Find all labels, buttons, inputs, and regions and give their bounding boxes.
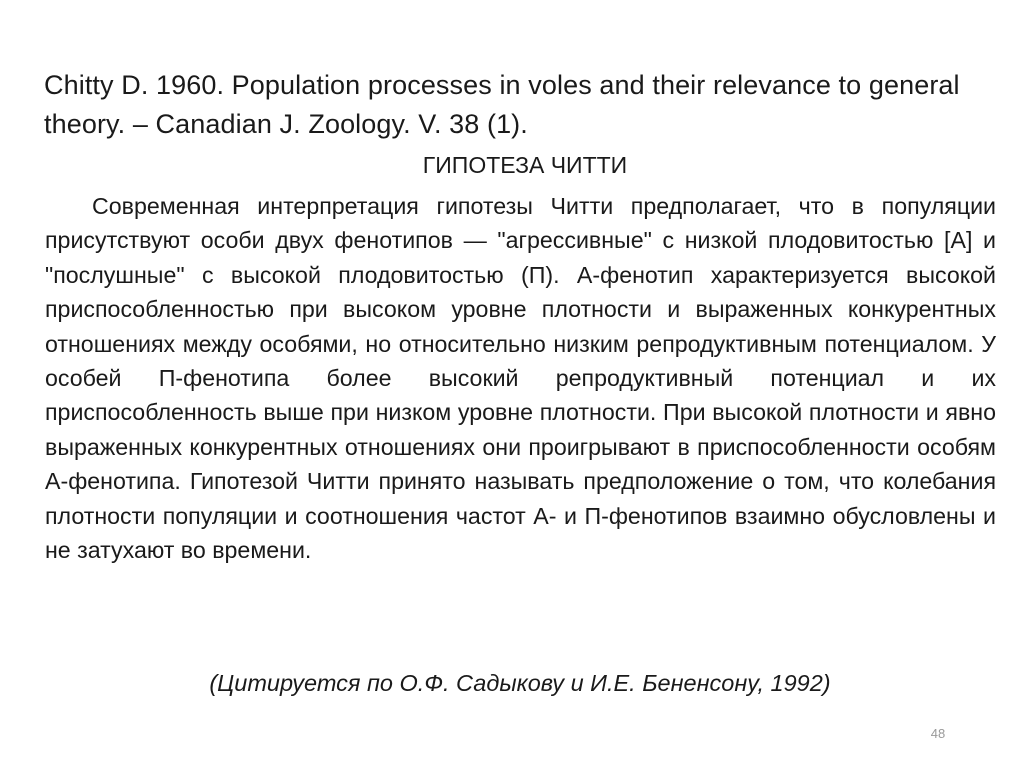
quote-source: (Цитируется по О.Ф. Садыкову и И.Е. Бененсону, 1992)	[209, 670, 831, 696]
slide-heading: ГИПОТЕЗА ЧИТТИ	[422, 152, 628, 178]
page-number: 48	[930, 726, 946, 741]
body-paragraph: Современная интерпретация гипотезы Читти предполагает, что в популяции присутствуют особи двух фенотипов — "агрессивные" с низкой плодовитостью [А] и "послушные" с высокой плодовитостью (П). А-фенотип характеризуется высокой приспособленностью при высоком уровне плотности и выраженных конкурентных отношениях между особями, но относительно низким репродуктивным потенциалом. У особей П-фенотипа более высокий репродуктивный потенциал и их приспособленность выше при низком уровне плотности. При высокой плотности и явно выраженных конкурентных отношениях они проигрывают в приспособленности особям А-фенотипа. Гипотезой Читти принято называть предположение о том, что колебания плотности популяции и соотношения частот А- и П-фенотипов взаимно обусловлены и не затухают во времени.	[45, 193, 996, 564]
reference-citation: Chitty D. 1960. Population processes in voles and their relevance to general theory. – Canadian J. Zoology. V. 38 (1).	[44, 70, 960, 139]
